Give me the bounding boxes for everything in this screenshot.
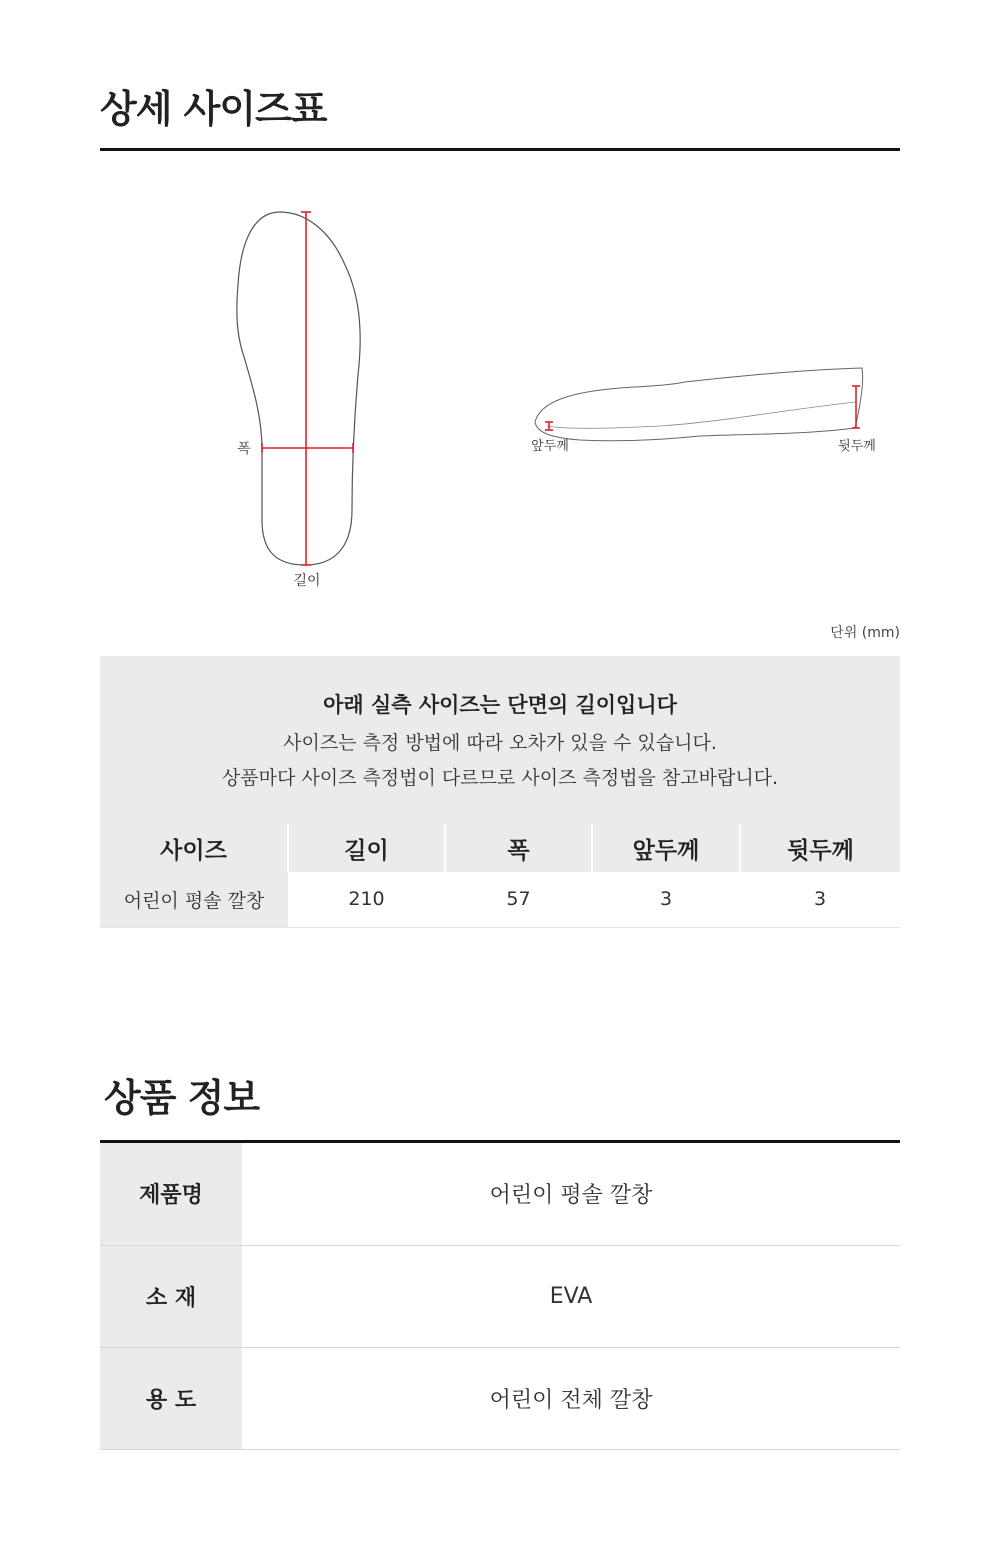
insole-side-view-outline (535, 368, 863, 441)
back-thickness-label: 뒷두께 (838, 439, 876, 454)
notice-line-1: 아래 실측 사이즈는 단면의 길이입니다 (323, 693, 677, 717)
header-length: 길이 (288, 824, 445, 872)
header-size: 사이즈 (100, 824, 288, 872)
info-label-usage: 용 도 (100, 1347, 242, 1449)
header-width: 폭 (445, 824, 592, 872)
cell-back-thickness: 3 (740, 872, 900, 927)
insole-side-view-inner-line (547, 402, 855, 428)
insole-measurement-diagram (100, 190, 900, 610)
cell-front-thickness: 3 (592, 872, 740, 927)
size-table-header-row (100, 824, 900, 872)
product-info-title: 상품 정보 (104, 1076, 260, 1120)
info-label-material: 소 재 (100, 1245, 242, 1347)
table-row (100, 872, 900, 927)
title-divider (100, 148, 900, 151)
front-thickness-marker (545, 422, 553, 430)
size-chart-title: 상세 사이즈표 (100, 87, 327, 131)
notice-line-3: 상품마다 사이즈 측정법이 다르므로 사이즈 측정법을 참고바랍니다. (221, 767, 779, 789)
insole-top-view-outline (237, 212, 360, 565)
product-info-table (100, 1143, 900, 1450)
front-thickness-label: 앞두께 (531, 439, 569, 454)
length-label: 길이 (293, 573, 321, 589)
size-table (100, 824, 900, 928)
info-value-usage: 어린이 전체 깔창 (242, 1347, 900, 1449)
back-thickness-marker (852, 386, 860, 428)
length-measure-line (301, 212, 311, 565)
table-row (100, 1347, 900, 1449)
info-value-material: EVA (242, 1245, 900, 1347)
unit-label: 단위 (mm) (830, 625, 900, 641)
header-front-thickness: 앞두께 (592, 824, 740, 872)
table-row (100, 1245, 900, 1347)
width-measure-line (262, 443, 353, 453)
width-label: 폭 (237, 441, 251, 457)
info-label-product-name: 제품명 (100, 1143, 242, 1245)
cell-length: 210 (288, 872, 445, 927)
info-value-product-name: 어린이 평솔 깔창 (242, 1143, 900, 1245)
measurement-notice (100, 656, 900, 824)
cell-size-name: 어린이 평솔 깔창 (100, 872, 288, 927)
notice-line-2: 사이즈는 측정 방법에 따라 오차가 있을 수 있습니다. (283, 732, 717, 754)
cell-width: 57 (445, 872, 592, 927)
header-back-thickness: 뒷두께 (740, 824, 900, 872)
table-row (100, 1143, 900, 1245)
